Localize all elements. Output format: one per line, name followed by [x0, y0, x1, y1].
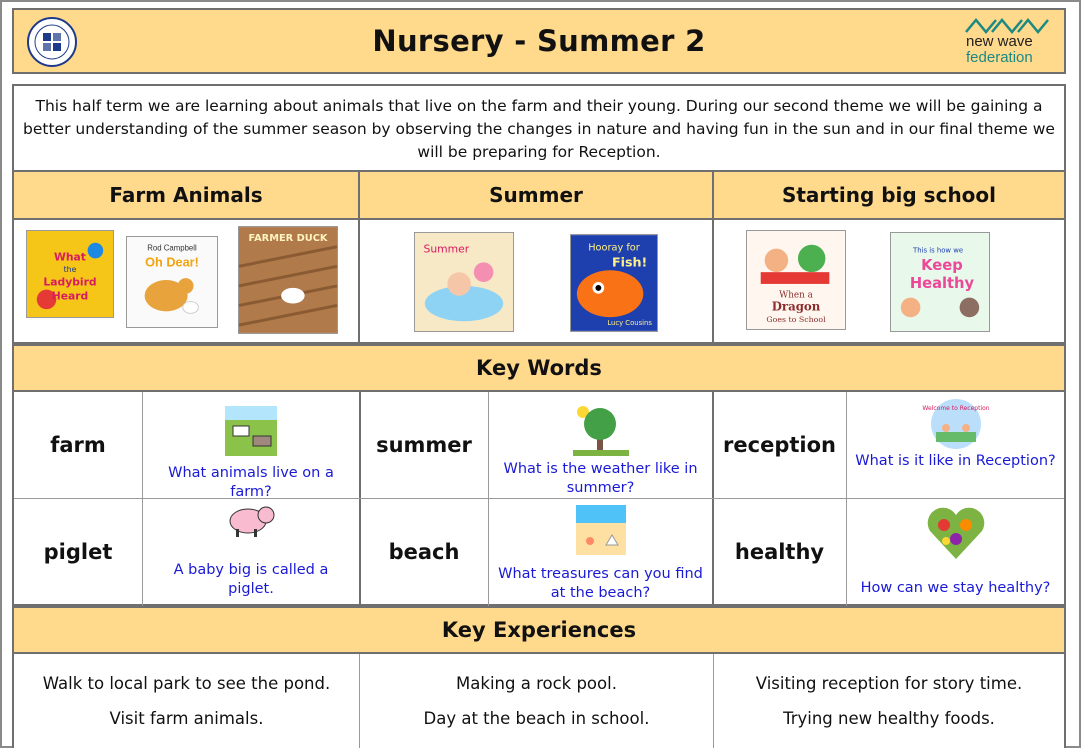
experiences-school	[714, 654, 1064, 748]
beach-icon	[576, 505, 626, 559]
book-ladybird	[26, 230, 114, 318]
ladybird-line1: What	[54, 250, 86, 264]
themes-row	[12, 172, 1066, 220]
reception-icon-caption: Welcome to Reception	[921, 405, 990, 412]
experiences-farm	[14, 654, 360, 748]
experience-item: Day at the beach in school.	[423, 709, 650, 728]
ladybird-line3: Ladybird	[43, 275, 97, 289]
experience-item: Walk to local park to see the pond.	[42, 674, 331, 693]
books-school	[714, 220, 1064, 342]
federation-logo	[962, 12, 1052, 72]
farmerduck-title: FARMER DUCK	[248, 232, 328, 244]
ohdear-title: Oh Dear!	[145, 254, 199, 270]
key-words-row-1	[14, 392, 1064, 498]
brand-line-2: federation	[966, 49, 1033, 66]
healthy-line3: Healthy	[909, 274, 975, 292]
ohdear-author: Rod Campbell	[147, 243, 197, 253]
key-question-summer: What is the weather like in summer?	[489, 392, 712, 498]
book-keep-healthy	[890, 232, 990, 332]
summer-title: Summer	[423, 242, 470, 256]
book-hooray-for-fish	[570, 234, 658, 332]
page-title: Nursery - Summer 2	[372, 24, 706, 58]
key-words-row-2	[14, 499, 1064, 605]
experience-item: Making a rock pool.	[456, 674, 617, 693]
key-question-beach: What treasures can you find at the beach?	[489, 499, 712, 605]
intro-text: This half term we are learning about animals that live on the farm and their young. During our second theme we will be gaining a better understanding of the summer season by observing the changes in nature and having fun in the sun and in our final theme we will be preparing for Reception.	[12, 84, 1066, 172]
key-word-reception: reception	[723, 433, 836, 457]
theme-farm-animals: Farm Animals	[14, 172, 360, 218]
brand-line-1: new wave	[966, 33, 1033, 50]
farm-animals-icon	[225, 406, 277, 460]
key-words-table	[12, 392, 1066, 606]
experiences-summer	[360, 654, 714, 748]
healthy-line1: This is how we	[913, 246, 964, 255]
experience-item: Visiting reception for story time.	[755, 674, 1023, 693]
key-word-beach: beach	[388, 540, 460, 564]
book-oh-dear	[126, 236, 218, 328]
hooray-line2: Fish!	[611, 254, 648, 270]
key-question-healthy: How can we stay healthy?	[847, 499, 1064, 605]
key-word-piglet: piglet	[43, 540, 113, 564]
experience-item: Trying new healthy foods.	[783, 709, 995, 728]
book-farmer-duck	[238, 226, 338, 334]
healthy-line2: Keep	[921, 257, 963, 275]
key-words-header: Key Words	[12, 344, 1066, 392]
key-word-healthy: healthy	[734, 540, 825, 564]
theme-summer: Summer	[360, 172, 714, 218]
page-header	[12, 8, 1066, 74]
key-word-farm: farm	[50, 433, 106, 457]
ladybird-line2: the	[63, 265, 77, 275]
vegetable-heart-icon	[924, 503, 988, 567]
pig-icon	[224, 501, 278, 543]
books-row	[12, 220, 1066, 344]
key-question-piglet: A baby big is called a piglet.	[143, 499, 359, 605]
key-question-reception: Welcome to Reception What is it like in Reception?	[847, 392, 1064, 498]
theme-starting-school: Starting big school	[714, 172, 1064, 218]
key-question-farm: What animals live on a farm?	[143, 392, 359, 498]
books-summer	[360, 220, 714, 342]
book-dragon-school	[746, 230, 846, 330]
ladybird-line4: Heard	[51, 289, 89, 303]
sunny-tree-icon	[573, 402, 629, 460]
key-experiences-header: Key Experiences	[12, 606, 1066, 654]
book-summer	[414, 232, 514, 332]
experience-item: Visit farm animals.	[109, 709, 264, 728]
key-experiences-table	[12, 654, 1066, 748]
dragon-line1: When a	[779, 290, 813, 301]
dragon-line3: Goes to School	[766, 315, 826, 325]
dragon-line2: Dragon	[771, 299, 821, 314]
key-word-summer: summer	[376, 433, 472, 457]
hooray-author: Lucy Cousins	[607, 319, 652, 328]
hooray-line1: Hooray for	[588, 242, 640, 254]
books-farm	[14, 220, 360, 342]
reception-classroom-icon	[921, 398, 990, 454]
